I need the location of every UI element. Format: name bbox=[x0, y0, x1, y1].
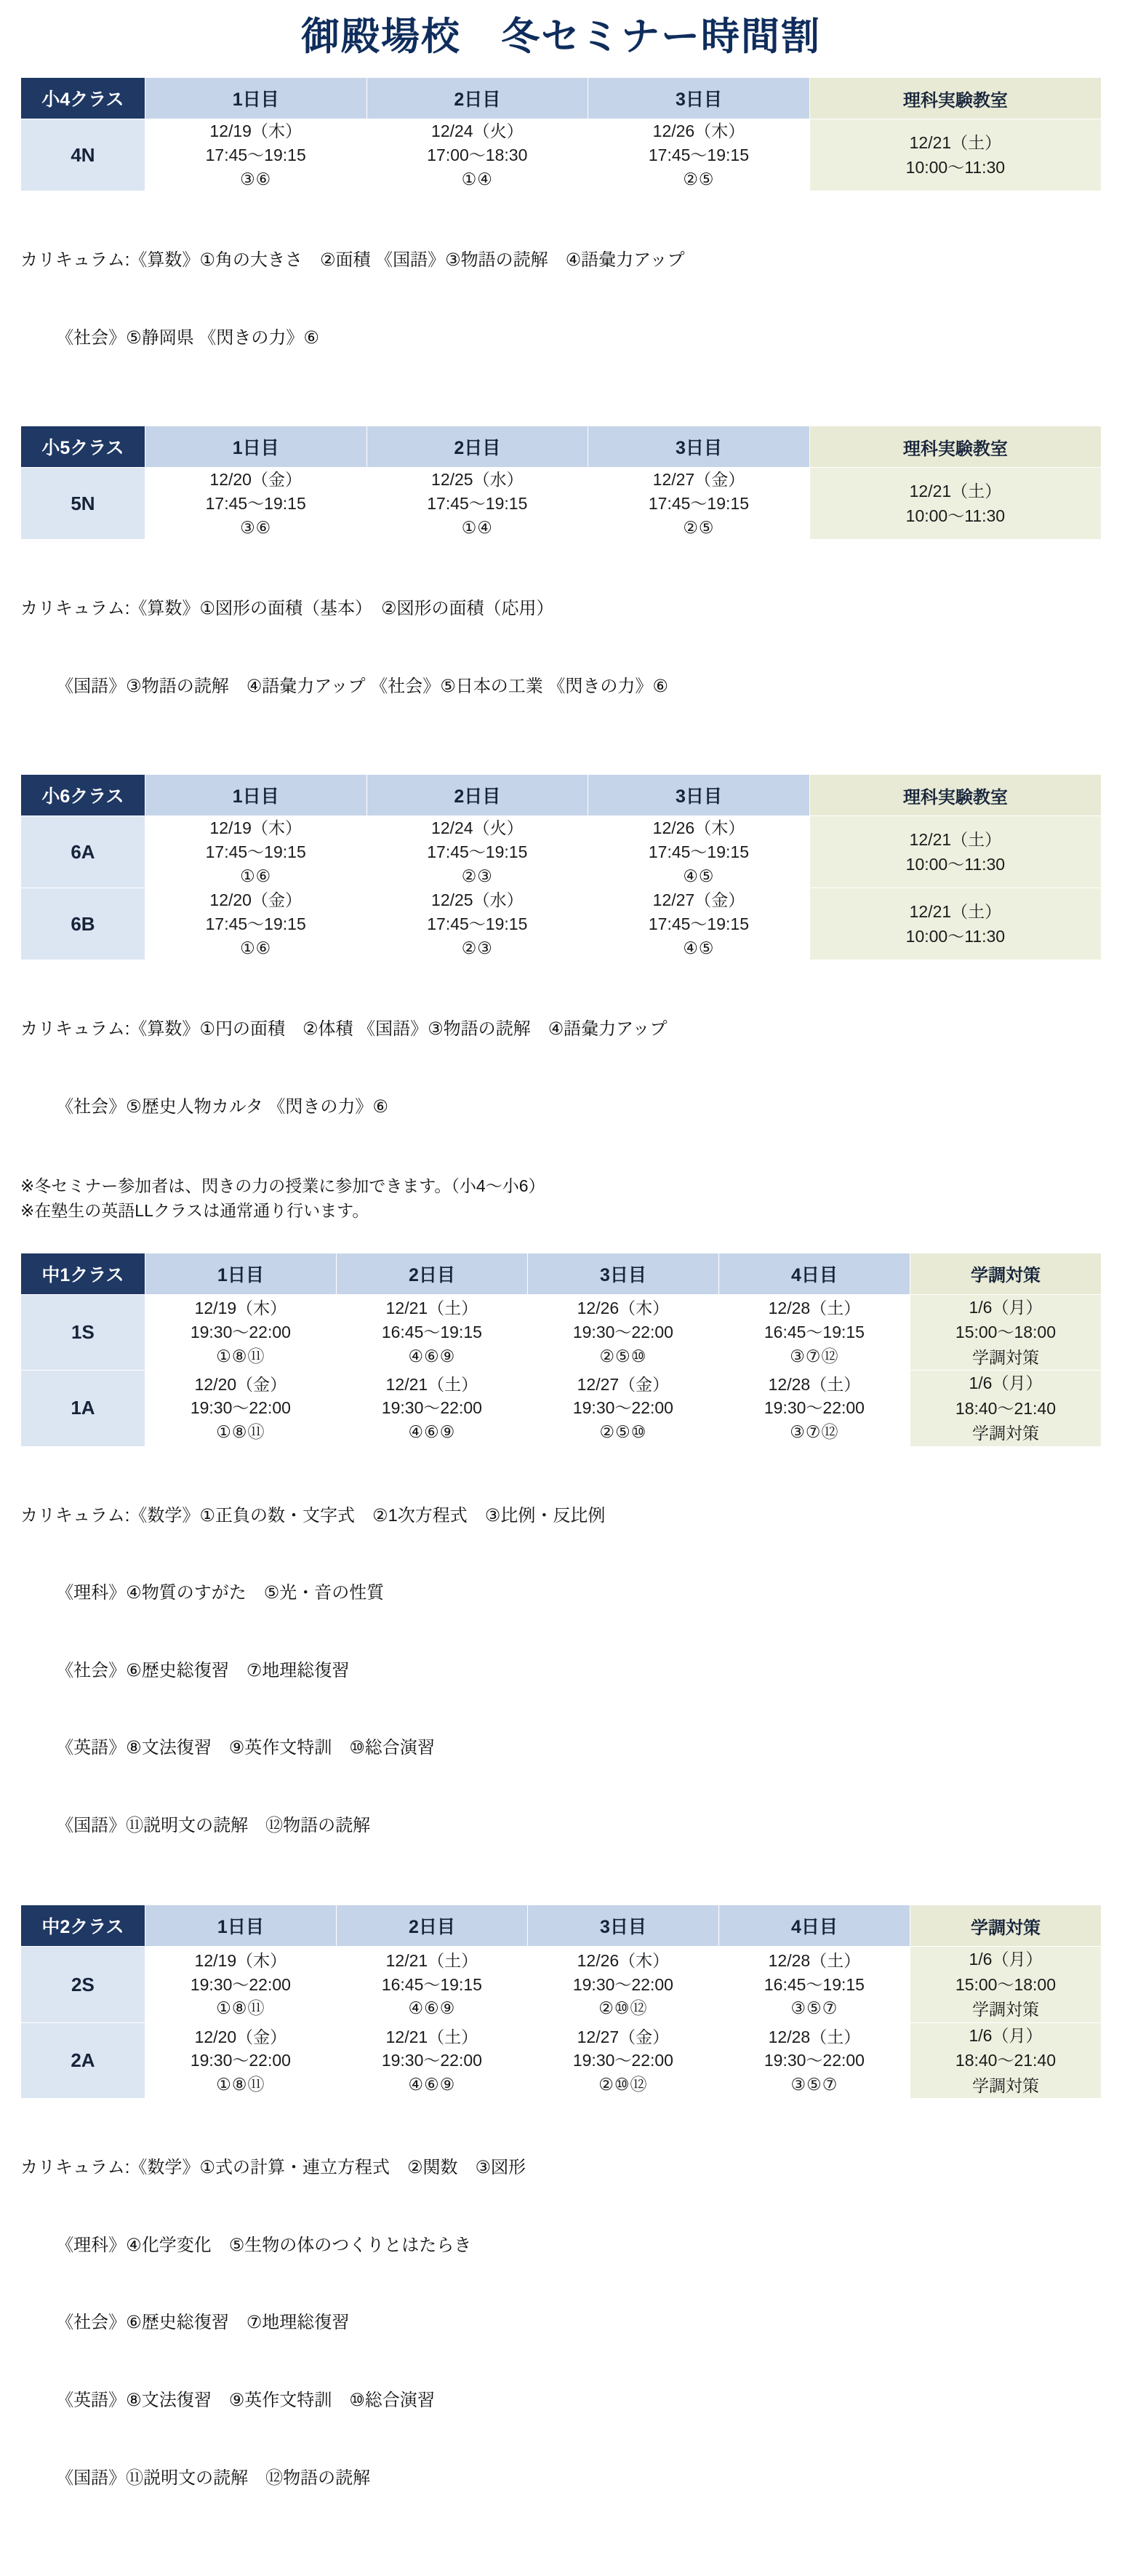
cell-time: 17:45〜19:15 bbox=[648, 914, 749, 934]
curriculum-text-sho5 bbox=[20, 540, 1102, 751]
header-special: 理科実験教室 bbox=[809, 78, 1101, 119]
schedule-cell bbox=[718, 1294, 910, 1371]
cell-time: 10:00〜11:30 bbox=[905, 158, 1006, 178]
cell-marks: ②③ bbox=[461, 866, 493, 885]
table-row bbox=[21, 1371, 1102, 1447]
cell-marks: ①⑥ bbox=[240, 938, 272, 957]
schedule-table-sho5 bbox=[20, 426, 1102, 540]
cell-date: 12/21（土） bbox=[385, 1299, 478, 1318]
schedule-cell bbox=[718, 2022, 910, 2099]
curriculum-line: 《国語》③物語の読解 ④語彙力アップ 《社会》⑤日本の工業 《閃きの力》⑥ bbox=[56, 676, 668, 696]
curriculum-line: 《国語》⑪説明文の読解 ⑫物語の読解 bbox=[56, 1815, 371, 1835]
cell-date: 12/20（金） bbox=[209, 890, 302, 910]
row-label: 1S bbox=[21, 1294, 145, 1371]
curriculum-line: 《国語》⑪説明文の読解 ⑫物語の読解 bbox=[56, 2468, 371, 2488]
schedule-cell bbox=[588, 468, 810, 540]
cell-time: 19:30〜22:00 bbox=[572, 1322, 673, 1341]
cell-time: 19:30〜22:00 bbox=[190, 1974, 291, 1994]
schedule-table-sho4 bbox=[20, 77, 1102, 191]
schedule-cell bbox=[588, 816, 810, 888]
cell-time: 17:45〜19:15 bbox=[205, 914, 306, 934]
row-label: 6B bbox=[21, 888, 145, 960]
cell-date: 12/19（木） bbox=[194, 1299, 287, 1318]
special-cell bbox=[809, 816, 1101, 888]
cell-date: 12/21（土） bbox=[385, 1951, 478, 1971]
cell-marks: ③⑦⑫ bbox=[790, 1346, 839, 1365]
header-class-label: 中1クラス bbox=[21, 1253, 145, 1294]
cell-time: 17:45〜19:15 bbox=[205, 494, 306, 514]
curriculum-line: 《英語》⑧文法復習 ⑨英作文特訓 ⑩総合演習 bbox=[56, 1738, 435, 1758]
schedule-cell bbox=[366, 119, 588, 191]
cell-date: 12/21（土） bbox=[909, 901, 1002, 921]
cell-time: 19:30〜22:00 bbox=[190, 2051, 291, 2070]
cell-date: 12/28（土） bbox=[768, 2027, 861, 2046]
cell-marks: 学調対策 bbox=[971, 2000, 1039, 2019]
schedule-cell bbox=[527, 1371, 718, 1447]
cell-time: 17:45〜19:15 bbox=[427, 914, 528, 934]
curriculum-text-chu2 bbox=[20, 2099, 1102, 2543]
row-label: 2A bbox=[21, 2022, 145, 2099]
table-header-row bbox=[21, 1253, 1102, 1294]
cell-date: 12/28（土） bbox=[768, 1951, 861, 1971]
cell-marks: ①⑥ bbox=[240, 866, 272, 885]
cell-date: 12/27（金） bbox=[577, 2027, 670, 2046]
special-cell bbox=[809, 119, 1101, 191]
schedule-cell bbox=[588, 888, 810, 960]
cell-time: 10:00〜11:30 bbox=[905, 855, 1006, 874]
cell-date: 12/27（金） bbox=[577, 1374, 670, 1394]
cell-time: 10:00〜11:30 bbox=[905, 927, 1006, 946]
cell-date: 1/6（月） bbox=[969, 1297, 1043, 1317]
curriculum-line: カリキュラム:《数学》①式の計算・連立方程式 ②関数 ③図形 bbox=[20, 2158, 526, 2178]
cell-marks: ①⑧⑪ bbox=[216, 2074, 265, 2094]
cell-date: 12/21（土） bbox=[909, 829, 1002, 849]
cell-time: 16:45〜19:15 bbox=[764, 1974, 865, 1994]
cell-marks: ②⑩⑫ bbox=[598, 1998, 648, 2018]
cell-date: 12/27（金） bbox=[652, 470, 745, 490]
header-class-label: 小6クラス bbox=[21, 775, 145, 816]
class-block-sho6 bbox=[20, 774, 1102, 1223]
cell-marks: ③⑥ bbox=[240, 169, 272, 188]
cell-time: 17:45〜19:15 bbox=[648, 494, 749, 514]
table-row bbox=[21, 816, 1102, 888]
curriculum-line: カリキュラム:《数学》①正負の数・文字式 ②1次方程式 ③比例・反比例 bbox=[20, 1505, 606, 1526]
cell-date: 12/21（土） bbox=[385, 1374, 478, 1394]
schedule-cell bbox=[527, 1947, 718, 2023]
cell-date: 12/19（木） bbox=[209, 121, 302, 141]
cell-date: 12/20（金） bbox=[194, 1374, 287, 1394]
row-label: 1A bbox=[21, 1371, 145, 1447]
cell-time: 15:00〜18:00 bbox=[955, 1974, 1057, 1994]
header-day-3: 3日目 bbox=[588, 426, 810, 468]
cell-date: 12/28（土） bbox=[768, 1299, 861, 1318]
cell-marks: 学調対策 bbox=[971, 2075, 1039, 2095]
schedule-cell bbox=[718, 1947, 910, 2023]
header-special: 理科実験教室 bbox=[809, 426, 1101, 468]
schedule-cell bbox=[145, 816, 366, 888]
schedule-cell bbox=[145, 2022, 336, 2099]
special-cell bbox=[910, 2022, 1101, 2099]
row-label: 6A bbox=[21, 816, 145, 888]
class-block-sho5 bbox=[20, 426, 1102, 751]
cell-time: 18:40〜21:40 bbox=[955, 2051, 1057, 2070]
special-cell bbox=[910, 1371, 1101, 1447]
header-day-2: 2日目 bbox=[336, 1905, 527, 1947]
header-special: 学調対策 bbox=[910, 1905, 1101, 1947]
schedule-cell bbox=[718, 1371, 910, 1447]
curriculum-line: 《社会》⑥歴史総復習 ⑦地理総復習 bbox=[56, 2313, 350, 2333]
cell-date: 12/19（木） bbox=[194, 1951, 287, 1971]
cell-marks: ③⑤⑦ bbox=[790, 2074, 838, 2094]
header-day-2: 2日目 bbox=[336, 1253, 527, 1294]
cell-time: 19:30〜22:00 bbox=[381, 2051, 482, 2070]
header-special: 学調対策 bbox=[910, 1253, 1101, 1294]
cell-date: 12/27（金） bbox=[652, 890, 745, 910]
cell-time: 16:45〜19:15 bbox=[381, 1322, 482, 1341]
curriculum-line: 《英語》⑧文法復習 ⑨英作文特訓 ⑩総合演習 bbox=[56, 2390, 435, 2410]
row-label: 4N bbox=[21, 119, 145, 191]
schedule-cell bbox=[366, 468, 588, 540]
curriculum-line: 《社会》⑤歴史人物カルタ 《閃きの力》⑥ bbox=[56, 1097, 388, 1117]
cell-marks: ①⑧⑪ bbox=[216, 1998, 265, 2018]
cell-time: 17:45〜19:15 bbox=[648, 842, 749, 862]
curriculum-line: 《理科》④物質のすがた ⑤光・音の性質 bbox=[56, 1583, 385, 1603]
schedule-cell bbox=[145, 1371, 336, 1447]
curriculum-line: カリキュラム:《算数》①角の大きさ ②面積 《国語》③物語の読解 ④語彙力アップ bbox=[20, 250, 685, 271]
cell-marks: ③⑤⑦ bbox=[790, 1998, 838, 2018]
cell-date: 12/21（土） bbox=[909, 132, 1002, 152]
header-day-4: 4日目 bbox=[718, 1905, 910, 1947]
cell-marks: ②⑤⑩ bbox=[599, 1422, 647, 1442]
header-special: 理科実験教室 bbox=[809, 775, 1101, 816]
schedule-cell bbox=[527, 1294, 718, 1371]
cell-date: 12/25（水） bbox=[431, 890, 524, 910]
schedule-table-chu1 bbox=[20, 1253, 1102, 1447]
curriculum-line: カリキュラム:《算数》①円の面積 ②体積 《国語》③物語の読解 ④語彙力アップ bbox=[20, 1019, 668, 1040]
curriculum-line: カリキュラム:《算数》①図形の面積（基本） ②図形の面積（応用） bbox=[20, 599, 554, 619]
curriculum-line: 《理科》④化学変化 ⑤生物の体のつくりとはたらき bbox=[56, 2235, 472, 2255]
class-block-chu2 bbox=[20, 1905, 1102, 2543]
cell-time: 19:30〜22:00 bbox=[381, 1398, 482, 1418]
cell-date: 12/26（木） bbox=[652, 818, 745, 838]
cell-date: 12/25（水） bbox=[431, 470, 524, 490]
curriculum-line: 《社会》⑤静岡県 《閃きの力》⑥ bbox=[56, 327, 319, 348]
cell-marks: ①④ bbox=[461, 517, 493, 537]
cell-marks: ②③ bbox=[461, 938, 493, 957]
curriculum-text-sho4 bbox=[20, 191, 1102, 402]
special-cell bbox=[910, 1947, 1101, 2023]
cell-time: 17:00〜18:30 bbox=[427, 145, 528, 164]
cell-time: 16:45〜19:15 bbox=[381, 1974, 482, 1994]
cell-date: 12/19（木） bbox=[209, 818, 302, 838]
cell-time: 18:40〜21:40 bbox=[955, 1398, 1057, 1418]
cell-marks: ①⑧⑪ bbox=[216, 1346, 265, 1365]
curriculum-line: 《社会》⑥歴史総復習 ⑦地理総復習 bbox=[56, 1660, 350, 1680]
table-header-row bbox=[21, 426, 1102, 468]
cell-date: 12/20（金） bbox=[194, 2027, 287, 2046]
cell-date: 12/26（木） bbox=[577, 1951, 670, 1971]
header-day-1: 1日目 bbox=[145, 1905, 336, 1947]
table-row bbox=[21, 2022, 1102, 2099]
row-label: 2S bbox=[21, 1947, 145, 2023]
cell-marks: ②⑩⑫ bbox=[598, 2074, 648, 2094]
special-cell bbox=[809, 468, 1101, 540]
cell-time: 19:30〜22:00 bbox=[572, 1398, 673, 1418]
page-title: 御殿場校 冬セミナー時間割 bbox=[301, 15, 821, 58]
cell-date: 1/6（月） bbox=[969, 1373, 1043, 1393]
curriculum-text-sho6 bbox=[20, 960, 1102, 1171]
schedule-cell bbox=[588, 119, 810, 191]
cell-time: 17:45〜19:15 bbox=[427, 842, 528, 862]
class-block-chu1 bbox=[20, 1253, 1102, 1891]
cell-marks: ②⑤ bbox=[683, 517, 715, 537]
notes-sho6 bbox=[20, 1172, 1102, 1224]
schedule-cell bbox=[336, 1371, 527, 1447]
header-class-label: 小5クラス bbox=[21, 426, 145, 468]
table-header-row bbox=[21, 775, 1102, 816]
cell-date: 12/28（土） bbox=[768, 1374, 861, 1394]
cell-date: 12/24（火） bbox=[431, 818, 524, 838]
cell-date: 1/6（月） bbox=[969, 2025, 1043, 2045]
header-day-2: 2日目 bbox=[366, 78, 588, 119]
header-day-2: 2日目 bbox=[366, 426, 588, 468]
schedule-cell bbox=[145, 1947, 336, 2023]
schedule-table-sho6 bbox=[20, 774, 1102, 960]
header-day-3: 3日目 bbox=[588, 775, 810, 816]
cell-marks: ④⑥⑨ bbox=[408, 1422, 456, 1442]
cell-marks: ①⑧⑪ bbox=[216, 1422, 265, 1442]
note-line: ※冬セミナー参加者は、閃きの力の授業に参加できます。（小4〜小6） bbox=[20, 1176, 545, 1195]
header-day-3: 3日目 bbox=[588, 78, 810, 119]
table-header-row bbox=[21, 78, 1102, 119]
header-class-label: 中2クラス bbox=[21, 1905, 145, 1947]
schedule-cell bbox=[366, 816, 588, 888]
table-row bbox=[21, 1947, 1102, 2023]
header-day-4: 4日目 bbox=[718, 1253, 910, 1294]
cell-marks: ④⑥⑨ bbox=[408, 1346, 456, 1365]
row-label: 5N bbox=[21, 468, 145, 540]
table-row bbox=[21, 468, 1102, 540]
cell-marks: ③⑥ bbox=[240, 517, 272, 537]
cell-time: 19:30〜22:00 bbox=[190, 1398, 291, 1418]
schedule-table-chu2 bbox=[20, 1905, 1102, 2099]
cell-time: 19:30〜22:00 bbox=[764, 1398, 865, 1418]
cell-date: 12/21（土） bbox=[909, 481, 1002, 501]
schedule-cell bbox=[145, 888, 366, 960]
table-row bbox=[21, 888, 1102, 960]
cell-time: 17:45〜19:15 bbox=[648, 145, 749, 164]
special-cell bbox=[910, 1294, 1101, 1371]
cell-marks: ④⑥⑨ bbox=[408, 2074, 456, 2094]
cell-marks: 学調対策 bbox=[971, 1347, 1039, 1367]
cell-date: 12/21（土） bbox=[385, 2027, 478, 2046]
note-line: ※在塾生の英語LLクラスは通常通り行います。 bbox=[20, 1201, 369, 1221]
table-row bbox=[21, 119, 1102, 191]
header-day-1: 1日目 bbox=[145, 78, 366, 119]
cell-marks: ③⑦⑫ bbox=[790, 1422, 839, 1442]
cell-marks: ①④ bbox=[461, 169, 493, 188]
header-class-label: 小4クラス bbox=[21, 78, 145, 119]
cell-time: 17:45〜19:15 bbox=[205, 842, 306, 862]
cell-date: 12/26（木） bbox=[652, 121, 745, 141]
table-row bbox=[21, 1294, 1102, 1371]
cell-marks: ②⑤⑩ bbox=[599, 1346, 647, 1365]
cell-time: 10:00〜11:30 bbox=[905, 506, 1006, 526]
cell-time: 17:45〜19:15 bbox=[205, 145, 306, 164]
schedule-cell bbox=[366, 888, 588, 960]
schedule-cell bbox=[336, 2022, 527, 2099]
cell-date: 12/24（火） bbox=[431, 121, 524, 141]
schedule-cell bbox=[145, 468, 366, 540]
cell-marks: ②⑤ bbox=[683, 169, 715, 188]
schedule-cell bbox=[145, 1294, 336, 1371]
cell-time: 16:45〜19:15 bbox=[764, 1322, 865, 1341]
cell-time: 19:30〜22:00 bbox=[190, 1322, 291, 1341]
cell-date: 12/20（金） bbox=[209, 470, 302, 490]
cell-time: 19:30〜22:00 bbox=[572, 1974, 673, 1994]
cell-date: 1/6（月） bbox=[969, 1950, 1043, 1969]
header-day-1: 1日目 bbox=[145, 775, 366, 816]
cell-time: 15:00〜18:00 bbox=[955, 1323, 1057, 1342]
header-day-2: 2日目 bbox=[366, 775, 588, 816]
table-header-row bbox=[21, 1905, 1102, 1947]
header-day-1: 1日目 bbox=[145, 426, 366, 468]
schedule-cell bbox=[336, 1294, 527, 1371]
special-cell bbox=[809, 888, 1101, 960]
cell-time: 19:30〜22:00 bbox=[572, 2051, 673, 2070]
schedule-cell bbox=[145, 119, 366, 191]
cell-marks: ④⑥⑨ bbox=[408, 1998, 456, 2018]
header-day-3: 3日目 bbox=[527, 1253, 718, 1294]
class-block-sho4 bbox=[20, 77, 1102, 402]
schedule-cell bbox=[527, 2022, 718, 2099]
header-day-3: 3日目 bbox=[527, 1905, 718, 1947]
cell-time: 17:45〜19:15 bbox=[427, 494, 528, 514]
cell-date: 12/26（木） bbox=[577, 1299, 670, 1318]
cell-marks: 学調対策 bbox=[971, 1424, 1039, 1443]
cell-time: 19:30〜22:00 bbox=[764, 2051, 865, 2070]
curriculum-text-chu1 bbox=[20, 1447, 1102, 1891]
schedule-cell bbox=[336, 1947, 527, 2023]
header-day-1: 1日目 bbox=[145, 1253, 336, 1294]
cell-marks: ④⑤ bbox=[683, 938, 715, 957]
cell-marks: ④⑤ bbox=[683, 866, 715, 885]
